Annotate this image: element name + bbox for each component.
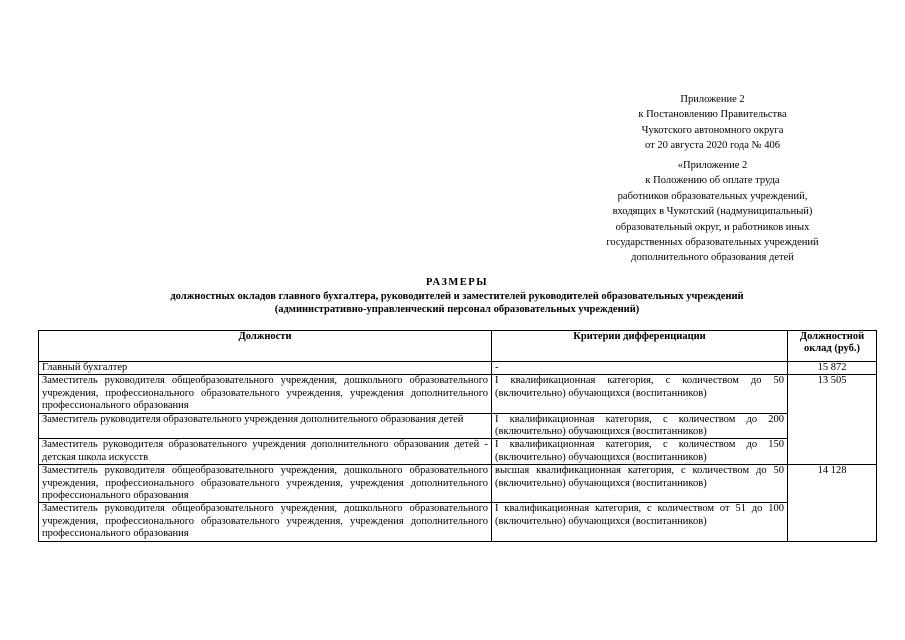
document-title: РАЗМЕРЫ [425,277,489,288]
position-cell: Заместитель руководителя образовательного учреждения дополнительного образования детей [39,413,492,439]
table-row [39,362,877,375]
annex-line: Чукотского автономного округа [641,124,784,136]
salary-table [38,330,877,542]
position-cell: Главный бухгалтер [39,362,492,375]
annex-line: к Положению об оплате труда [645,175,780,187]
criteria-cell: I квалификационная категория, с количеством до 150 (включительно) обучающихся (воспитанников) [492,439,788,465]
column-header-criteria: Критерии дифференциации [492,331,788,362]
salary-cell: 15 872 [788,362,877,375]
annex-regulation-block [560,158,865,266]
annex-line: образовательный округ, и работников иных [615,221,810,233]
position-cell: Заместитель руководителя общеобразовательного учреждения, дошкольного образовательного учреждения, профессионального образовательного учреждения, учреждения дополнительного профессионального образования [39,375,492,413]
table-row [39,465,877,503]
criteria-cell: I квалификационная категория, с количеством до 50 (включительно) обучающихся (воспитанников) [492,375,788,413]
document-heading [38,276,876,317]
table-row [39,413,877,439]
table-row [39,503,877,541]
annex-line: работников образовательных учреждений, [617,190,808,202]
annex-line: входящих в Чукотский (надмуниципальный) [612,206,813,218]
document-subtitle-note: (административно-управленческий персонал образовательных учреждений) [274,304,640,315]
salary-cell: 14 128 [788,465,877,541]
position-cell: Заместитель руководителя образовательного учреждения дополнительного образования детей - детская школа искусств [39,439,492,465]
document-subtitle: должностных окладов главного бухгалтера, руководителей и заместителей руководителей образовательных учреждений [170,290,744,302]
annex-line: государственных образовательных учреждений [606,237,819,249]
salary-cell: 13 505 [788,375,877,465]
column-header-position: Должности [39,331,492,362]
annex-reference-block [560,92,865,154]
table-row [39,375,877,413]
annex-line: от 20 августа 2020 года № 406 [645,140,780,152]
criteria-cell: I квалификационная категория, с количеством от 51 до 100 (включительно) обучающихся (воспитанников) [492,503,788,541]
annex-line: к Постановлению Правительства [638,109,787,121]
table-header-row [39,331,877,362]
annex-line: Приложение 2 [680,94,745,105]
column-header-salary: Должностной оклад (руб.) [788,331,877,362]
criteria-cell: I квалификационная категория, с количеством до 200 (включительно) обучающихся (воспитанников) [492,413,788,439]
annex-line: «Приложение 2 [677,160,748,171]
position-cell: Заместитель руководителя общеобразовательного учреждения, дошкольного образовательного учреждения, профессионального образовательного учреждения, учреждения дополнительного профессионального образования [39,503,492,541]
annex-line: дополнительного образования детей [631,252,794,264]
position-cell: Заместитель руководителя общеобразовательного учреждения, дошкольного образовательного учреждения, профессионального образовательного учреждения, учреждения дополнительного профессионального образования [39,465,492,503]
table-row [39,439,877,465]
criteria-cell: высшая квалификационная категория, с количеством до 50 (включительно) обучающихся (воспитанников) [492,465,788,503]
criteria-cell: - [492,362,788,375]
